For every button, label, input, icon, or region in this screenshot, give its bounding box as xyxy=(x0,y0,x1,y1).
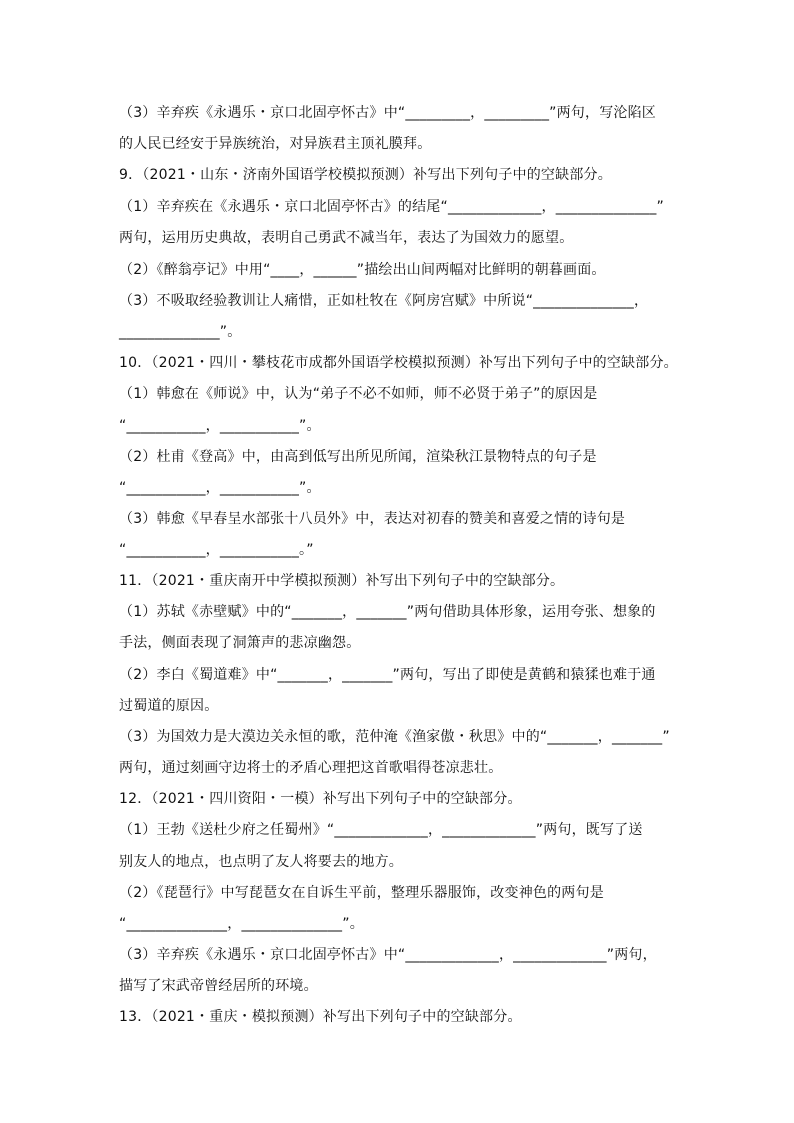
text-line: 的人民已经安于异族统治，对异族君主顶礼膜拜。 xyxy=(119,136,432,152)
text-line: ______________”。 xyxy=(119,324,242,340)
question-heading: 10．（2021・四川・攀枝花市成都外国语学校模拟预测）补写出下列句子中的空缺部分。 xyxy=(119,355,678,371)
question-heading: 13．（2021・重庆・模拟预测）补写出下列句子中的空缺部分。 xyxy=(119,1009,522,1025)
text-line: （2）李白《蜀道难》中“_______，_______”两句，写出了即使是黄鹤和猿猱也难于通 xyxy=(119,667,656,683)
text-line: 过蜀道的原因。 xyxy=(119,698,219,714)
text-line: （1）韩愈在《师说》中，认为“弟子不必不如师，师不必贤于弟子”的原因是 xyxy=(119,386,598,402)
text-line: 别友人的地点，也点明了友人将要去的地方。 xyxy=(119,854,403,870)
text-line: 两句，运用历史典故，表明自己勇武不减当年，表达了为国效力的愿望。 xyxy=(119,230,574,246)
text-line: （3）辛弃疾《永遇乐・京口北固亭怀古》中“_____________，_____________”两句， xyxy=(119,947,657,963)
text-line: 两句，通过刻画守边将士的矛盾心理把这首歌唱得苍凉悲壮。 xyxy=(119,760,503,776)
text-line: （3）辛弃疾《永遇乐・京口北固亭怀古》中“_________，_________”两句，写沦陷区 xyxy=(119,105,657,121)
question-heading: 12．（2021・四川资阳・一模）补写出下列句子中的空缺部分。 xyxy=(119,791,522,807)
question-heading: 9．（2021・山东・济南外国语学校模拟预测）补写出下列句子中的空缺部分。 xyxy=(119,167,612,183)
text-line: （2）《醉翁亭记》中用“____，______”描绘出山间两幅对比鲜明的朝暮画面。 xyxy=(119,262,606,278)
text-line: “______________，______________”。 xyxy=(119,916,364,932)
question-heading: 11．（2021・重庆南开中学模拟预测）补写出下列句子中的空缺部分。 xyxy=(119,573,565,589)
text-line: 描写了宋武帝曾经居所的环境。 xyxy=(119,978,318,994)
text-line: 手法，侧面表现了洞箫声的悲凉幽怨。 xyxy=(119,635,361,651)
text-line: （2）《琵琶行》中写琵琶女在自诉生平前，整理乐器服饰，改变神色的两句是 xyxy=(119,885,604,901)
text-line: （1）辛弃疾在《永遇乐・京口北固亭怀古》的结尾“_____________，______________” xyxy=(119,199,665,215)
text-line: （2）杜甫《登高》中，由高到低写出所见所闻，渲染秋江景物特点的句子是 xyxy=(119,449,597,465)
text-line: （1）王勃《送杜少府之任蜀州》“_____________，_____________”两句，既写了送 xyxy=(119,822,643,838)
text-line: （1）苏轼《赤壁赋》中的“_______，_______”两句借助具体形象，运用夸张、想象的 xyxy=(119,604,656,620)
text-line: （3）不吸取经验教训让人痛惜，正如杜牧在《阿房宫赋》中所说“______________， xyxy=(119,293,649,309)
text-line: “___________，___________”。 xyxy=(119,418,321,434)
text-line: （3）韩愈《早春呈水部张十八员外》中，表达对初春的赞美和喜爱之情的诗句是 xyxy=(119,511,626,527)
text-line: （3）为国效力是大漠边关永恒的歌，范仲淹《渔家傲・秋思》中的“_______，_______” xyxy=(119,729,670,745)
text-line: “___________，___________。” xyxy=(119,542,314,558)
text-line: “___________，___________”。 xyxy=(119,480,321,496)
